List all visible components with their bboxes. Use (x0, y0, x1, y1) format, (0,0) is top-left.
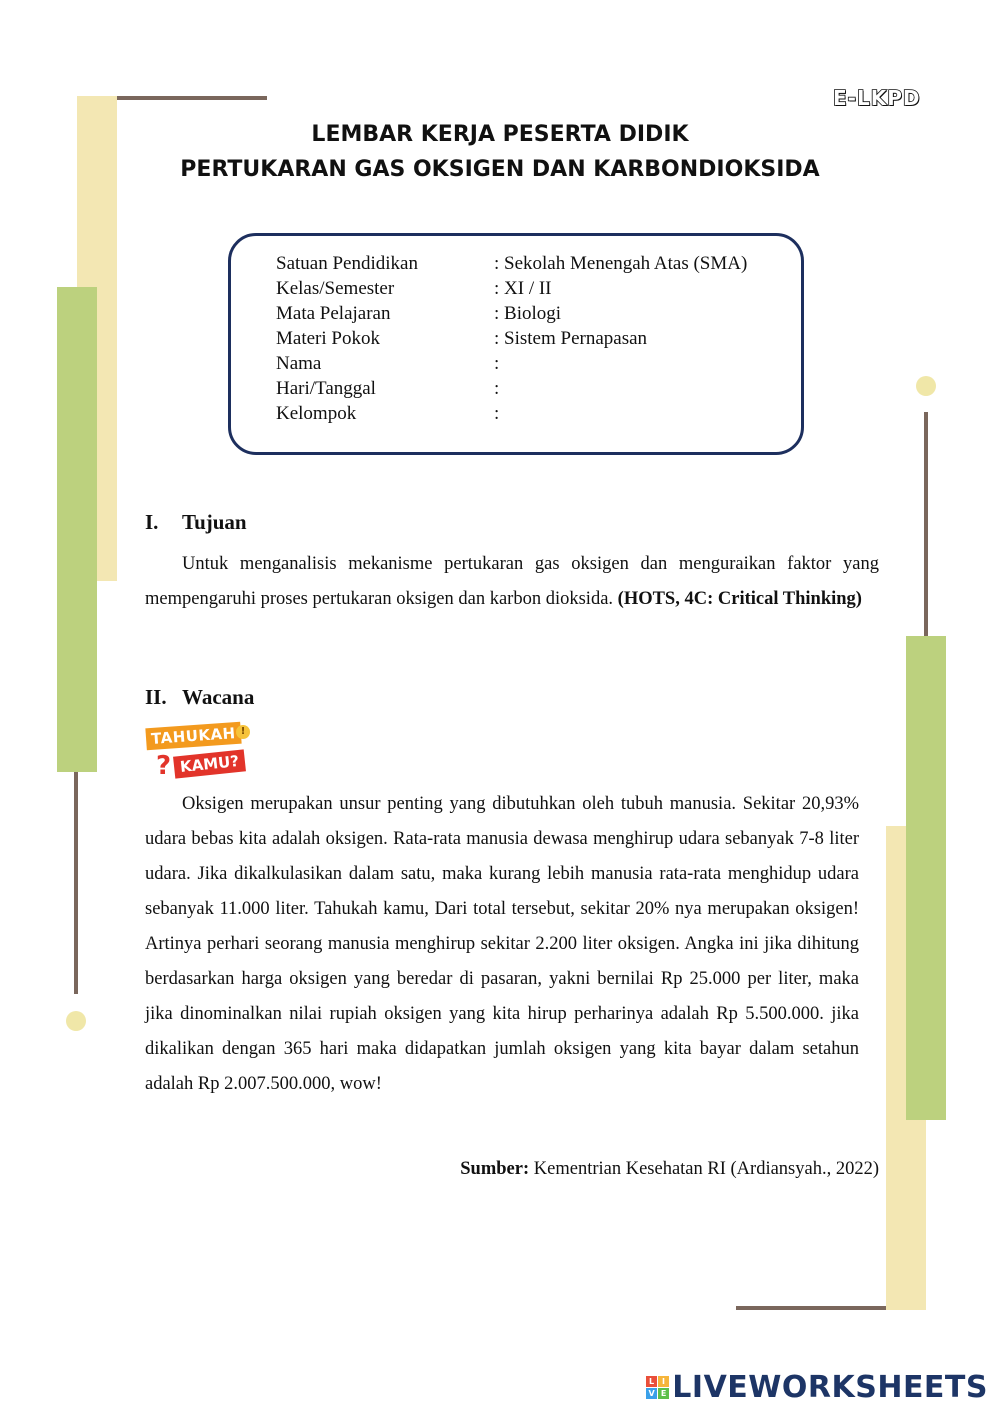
tujuan-emphasis: (HOTS, 4C: Critical Thinking) (617, 589, 862, 609)
info-value-tanggal[interactable]: : (494, 378, 500, 399)
decor-right-vertical-line (924, 412, 928, 636)
decor-right-green-bar (906, 636, 946, 1120)
decor-right-bottom-line (736, 1306, 886, 1310)
source-label: Sumber: (460, 1159, 530, 1179)
decor-left-green-bar (57, 287, 97, 772)
decor-left-vertical-line (74, 772, 78, 994)
info-label: Kelompok (276, 403, 357, 424)
section-number: II. (145, 685, 167, 709)
decor-left-dot (66, 1011, 86, 1031)
identity-box (228, 233, 804, 455)
info-value-nama[interactable]: : (494, 353, 500, 374)
sticker-top-text: TAHUKAH (145, 722, 241, 751)
section-title: Tujuan (182, 510, 247, 534)
elkpd-badge: E-LKPD (833, 86, 921, 110)
info-label: Nama (276, 353, 322, 374)
info-label: Hari/Tanggal (276, 378, 376, 399)
liveworksheets-mark-icon: L I V E (646, 1376, 669, 1399)
section-title: Wacana (182, 685, 255, 709)
section-heading-tujuan (145, 510, 247, 535)
wacana-text: Oksigen merupakan unsur penting yang dibutuhkan oleh tubuh manusia. Sekitar 20,93% udara bebas kita adalah oksigen. Rata-rata manusia dewasa menghirup udara sebanyak 7-8 liter udara. Jika dikalkulasikan dalam satu, maka kurang lebih manusia rata-rata menghidup udara sebanyak 11.000 liter. Tahukah kamu, Dari total tersebut, sekitar 20% nya merupakan oksigen! Artinya perhari seorang manusia menghirup sekitar 2.200 liter oksigen. Angka ini jika dihitung berdasarkan harga oksigen yang beredar di pasaran, yakni bernilai Rp 25.000 per liter, maka jika dinominalkan nilai rupiah oksigen yang kita hirup perharinya adalah Rp 5.500.000. jika dikalikan dengan 365 hari maka didapatkan jumlah oksigen yang kita bayar dalam setahun adalah Rp 2.007.500.000, wow! (145, 794, 859, 1094)
info-label: Materi Pokok (276, 328, 380, 349)
tahukah-kamu-sticker (146, 721, 256, 785)
page-title-line1: LEMBAR KERJA PESERTA DIDIK (311, 122, 689, 147)
info-value: : Sekolah Menengah Atas (SMA) (494, 253, 748, 274)
sticker-bottom-text: KAMU? (173, 749, 246, 778)
exclamation-icon: ! (236, 725, 250, 739)
tujuan-text: Untuk menganalisis mekanisme pertukaran gas oksigen dan menguraikan faktor yang mempengaruhi proses pertukaran oksigen dan karbon dioksida. (145, 554, 879, 609)
source-text: Kementrian Kesehatan RI (Ardiansyah., 2022) (533, 1159, 879, 1179)
tujuan-paragraph (145, 547, 879, 617)
liveworksheets-logo-text: LIVEWORKSHEETS (672, 1370, 988, 1405)
liveworksheets-logo[interactable] (646, 1370, 988, 1405)
sticker-question-mark: ? (156, 751, 172, 781)
section-number: I. (145, 510, 159, 534)
info-label: Mata Pelajaran (276, 303, 391, 324)
info-value-kelompok[interactable]: : (494, 403, 500, 424)
decor-left-top-line (117, 96, 267, 100)
info-label: Kelas/Semester (276, 278, 395, 299)
wacana-paragraph (145, 787, 859, 1102)
info-value: : Sistem Pernapasan (494, 328, 648, 349)
page-title-line2: PERTUKARAN GAS OKSIGEN DAN KARBONDIOKSIDA (180, 157, 820, 182)
info-label: Satuan Pendidikan (276, 253, 418, 274)
source-citation (145, 1159, 879, 1180)
info-value: : XI / II (494, 278, 552, 299)
info-value: : Biologi (494, 303, 562, 324)
decor-right-dot (916, 376, 936, 396)
section-heading-wacana (145, 685, 254, 710)
